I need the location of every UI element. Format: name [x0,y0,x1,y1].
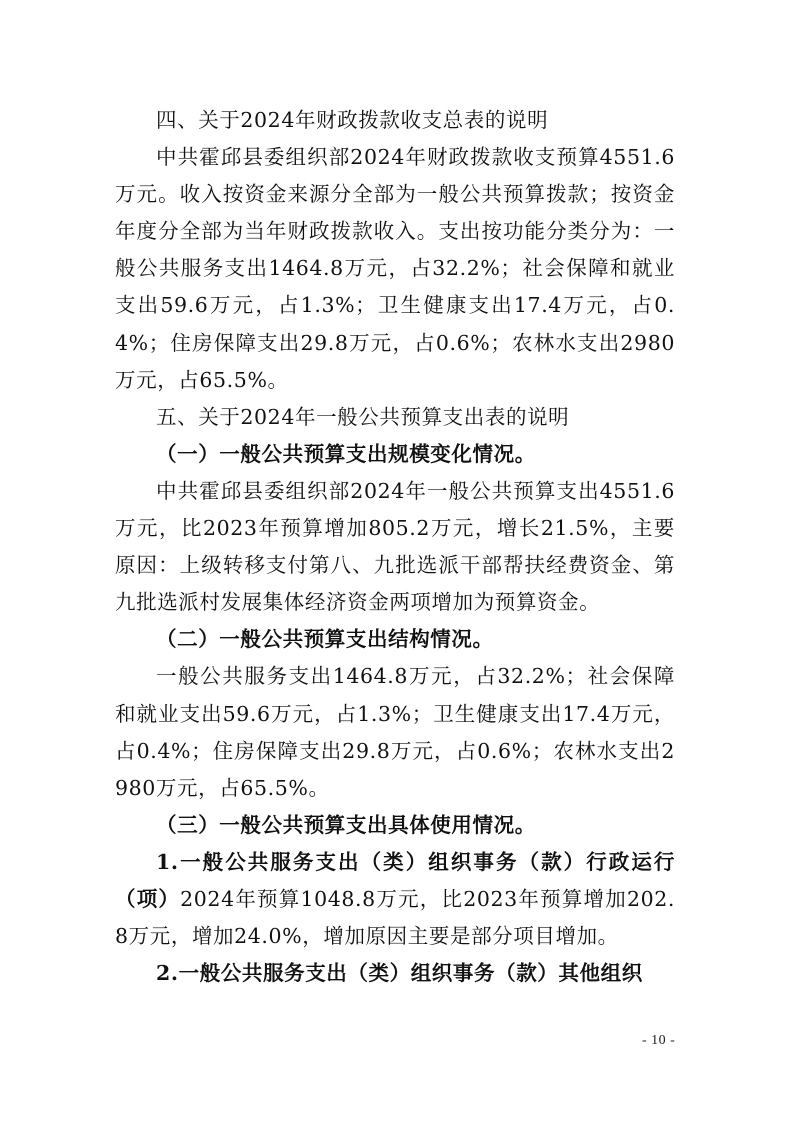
subsection1-heading: （一）一般公共预算支出规模变化情况。 [156,441,536,466]
section4-paragraph: 中共霍邱县委组织部2024年财政拨款收支预算4551.6万元。收入按资金来源分全部为一般公共预算拨款；按资金年度分全部为当年财政拨款收入。支出按功能分类分为：一般公共服务支出1464.8万元，占32.2%；社会保障和就业支出59.6万元，占1.3%；卫生健康支出17.4万元，占0.4%；住房保障支出29.8万元，占0.6%；农林水支出2980万元，占65.5%。 [115,145,675,392]
item1-paragraph [115,844,675,955]
page-number: - 10 - [642,1033,676,1048]
section4-heading: 四、关于2024年财政拨款收支总表的说明 [156,108,549,132]
item2-bold-label: 2.一般公共服务支出（类）组织事务（款）其他组织 [156,961,643,986]
document-body [115,102,675,992]
subsection1-paragraph: 中共霍邱县委组织部2024年一般公共预算支出4551.6万元，比2023年预算增加805.2万元，增长21.5%，主要原因：上级转移支付第八、九批选派干部帮扶经费资金、第九批选派村发展集体经济资金两项增加为预算资金。 [115,478,675,615]
item2-paragraph [115,955,675,992]
item1-bold-label: 1.一般公共服务支出（类）组织事务（款）行政运行（项） [115,849,675,911]
subsection3-heading: （三）一般公共预算支出具体使用情况。 [156,812,536,837]
subsection2-paragraph: 一般公共服务支出1464.8万元，占32.2%；社会保障和就业支出59.6万元，占1.3%；卫生健康支出17.4万元，占0.4%；住房保障支出29.8万元，占0.6%；农林水支出2980万元，占65.5%。 [115,664,675,800]
section5-heading: 五、关于2024年一般公共预算支出表的说明 [156,404,570,429]
item1-text: 2024年预算1048.8万元，比2023年预算增加202.8万元，增加24.0%，增加原因主要是部分项目增加。 [115,886,675,949]
subsection2-heading: （二）一般公共预算支出结构情况。 [156,627,494,652]
